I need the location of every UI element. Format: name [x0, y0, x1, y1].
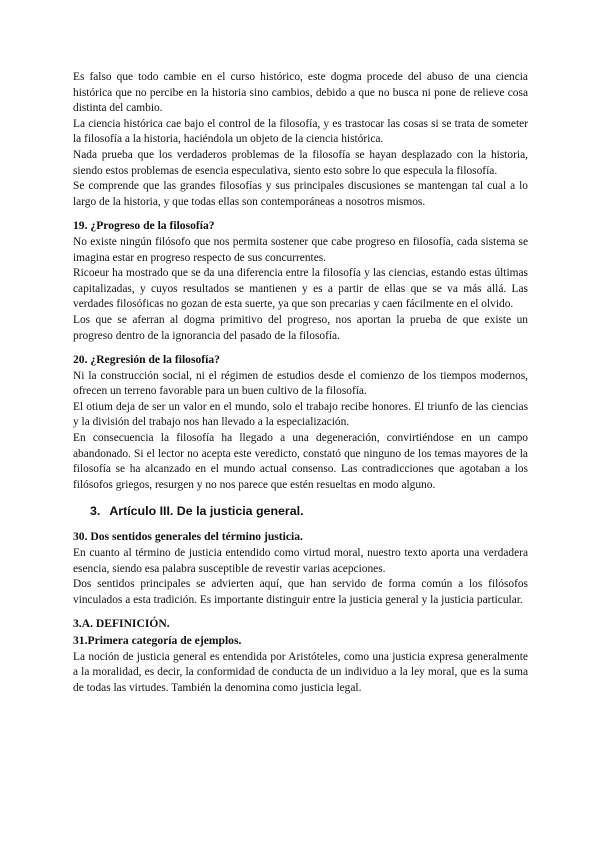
paragraph: La ciencia histórica cae bajo el control de la filosofía, y es trastocar las cosas si se trata de someter la filosofía a la historia, haciéndola un objeto de la ciencia histórica. — [73, 117, 528, 146]
article-number: 3. — [90, 504, 101, 519]
paragraph: Se comprende que las grandes filosofías y sus principales discusiones se mantengan tal cual a lo largo de la historia, y que todas ellas son contemporáneas a nosotros mismos. — [73, 180, 528, 208]
article-heading — [90, 503, 528, 519]
paragraph: Nada prueba que los verdaderos problemas de la filosofía se hayan desplazado con la historia, siendo estos problemas de esencia especulativa, siento esto sobre lo que especula la filosofía. — [73, 148, 528, 177]
paragraph: La noción de justicia general es entendida por Aristóteles, como una justicia expresa generalmente a la moralidad, es decir, la conformidad de conducta de un individuo a la ley moral, que es la suma de todas las virtudes. También la denomina como justicia legal. — [73, 650, 528, 694]
paragraph: En consecuencia la filosofía ha llegado a una degeneración, convirtiéndose en un campo abandonado. Si el lector no acepta este veredicto, constató que ninguno de los temas mayores de la filosofía se ha alcanzado en el mundo actual consenso. Las contradicciones que agotaban a los filósofos griegos, resurgen y no nos parece que estén resueltas en modo alguno. — [73, 432, 528, 491]
paragraph: No existe ningún filósofo que nos permita sostener que cabe progreso en filosofía, cada sistema se imagina estar en progreso respecto de sus concurrentes. — [73, 235, 528, 264]
paragraph: Ni la construcción social, ni el régimen de estudios desde el comienzo de los tiempos modernos, ofrecen un terreno favorable para un buen cultivo de la filosofía. — [73, 369, 528, 398]
section-heading-19: 19. ¿Progreso de la filosofía? — [73, 219, 215, 233]
section-heading-3a: 3.A. DEFINICIÓN. — [73, 617, 170, 631]
paragraph: En cuanto al término de justicia entendido como virtud moral, nuestro texto aporta una verdadera esencia, siendo esa palabra susceptible de revestir varias acepciones. — [73, 547, 528, 575]
section-heading-30: 30. Dos sentidos generales del término justicia. — [73, 530, 303, 544]
paragraph: Es falso que todo cambie en el curso histórico, este dogma procede del abuso de una ciencia histórica que no percibe en la historia sino cambios, debido a que no busca ni pone de relieve cosa distinta del cambio. — [73, 71, 528, 115]
article-title: Artículo III. De la justicia general. — [109, 504, 304, 519]
section-heading-31: 31.Primera categoría de ejemplos. — [73, 634, 242, 647]
paragraph: Los que se aferran al dogma primitivo del progreso, nos aportan la prueba de que existe un progreso dentro de la ignorancia del pasado de la filosofía. — [73, 313, 528, 342]
paragraph: Ricoeur ha mostrado que se da una diferencia entre la filosofía y las ciencias, estando estas últimas capitalizadas, y cuyos resultados se mantienen y es a partir de ellas que se va más allá. Las verdades filosóficas no gozan de esta suerte, ya que son precarias y caen fácilmente en el olvido. — [73, 267, 528, 311]
paragraph: Dos sentidos principales se advierten aquí, que han servido de forma común a los filósofos vinculados a esta tradición. Es importante distinguir entre la justicia general y la justicia particular. — [73, 578, 528, 606]
paragraph: El otium deja de ser un valor en el mundo, solo el trabajo recibe honores. El triunfo de las ciencias y la división del trabajo nos han llevado a la especialización. — [73, 400, 528, 429]
document-page — [73, 70, 528, 696]
section-heading-20: 20. ¿Regresión de la filosofía? — [73, 353, 220, 367]
